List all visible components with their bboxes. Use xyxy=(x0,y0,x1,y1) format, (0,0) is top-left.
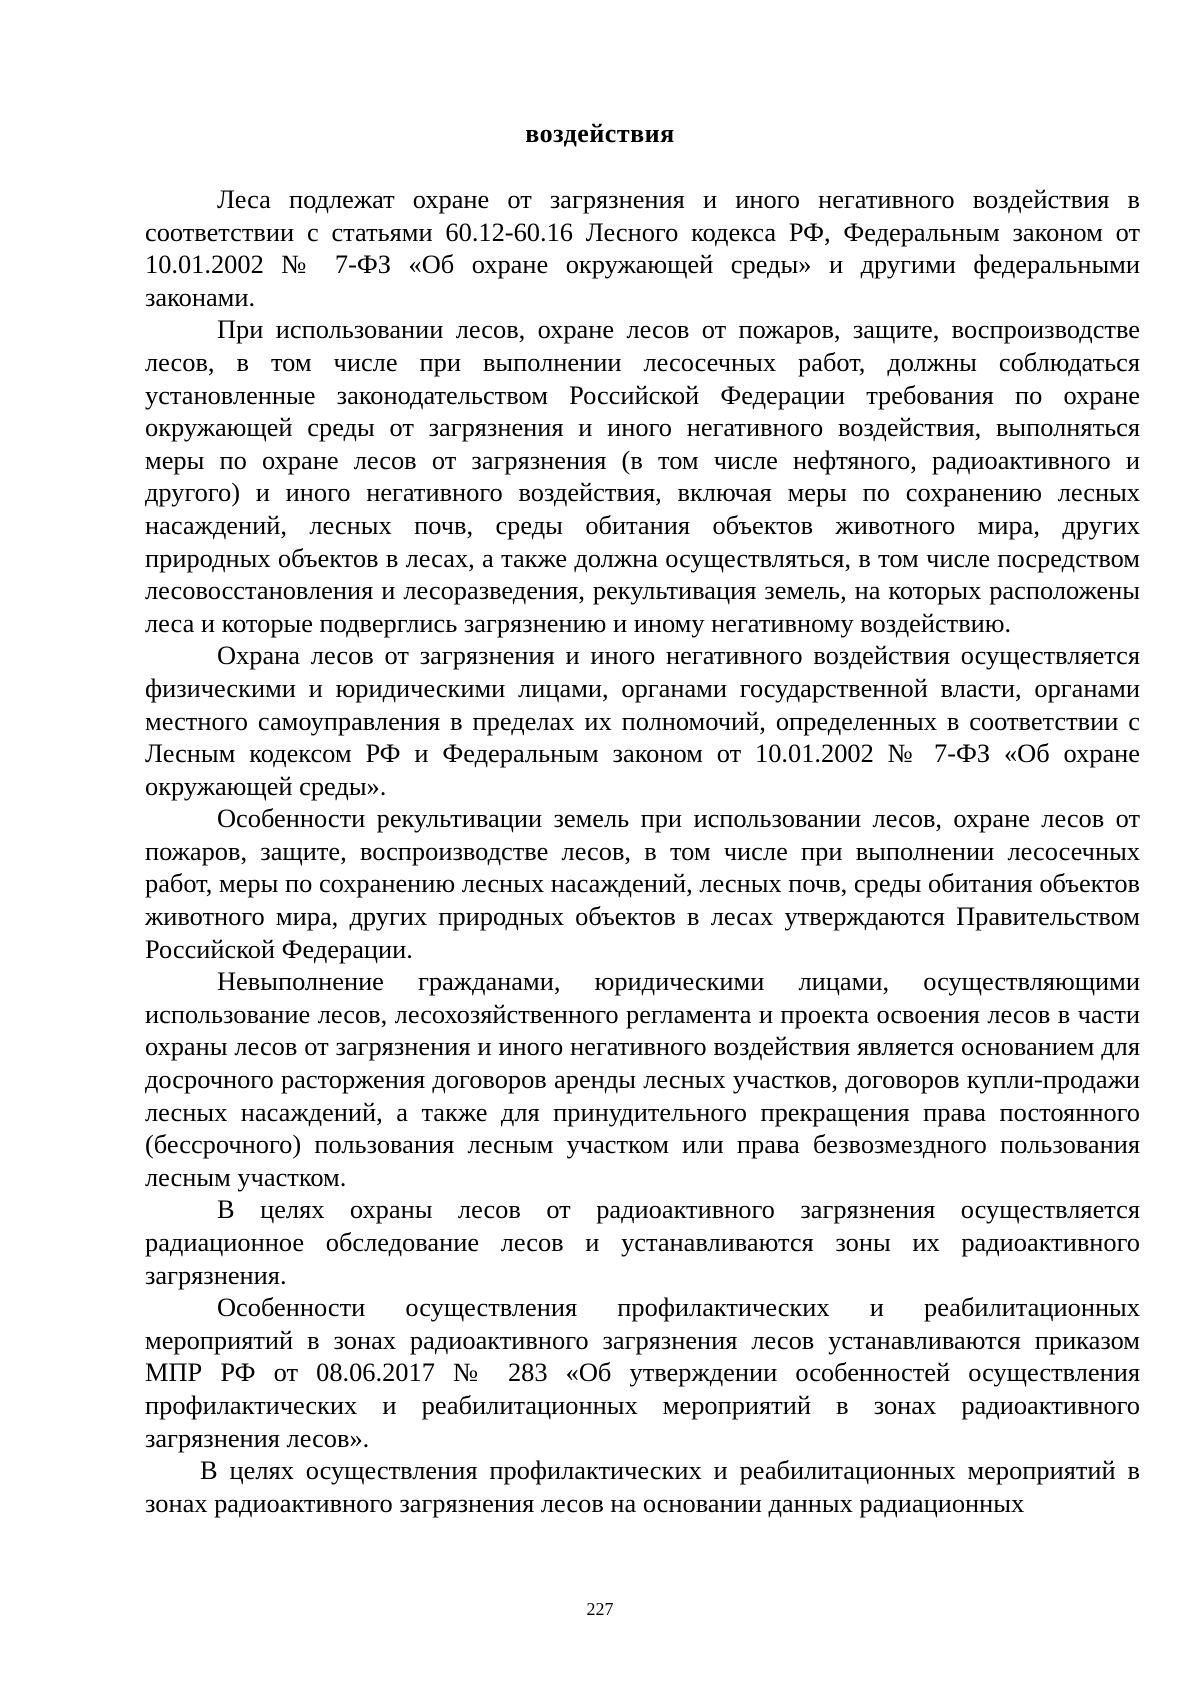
paragraph-2: При использовании лесов, охране лесов от пожаров, защите, воспроизводстве лесов, в том числе при выполнении лесосечных работ, должны соблюдаться установленные законодательством Российской Федерации требования по охране окружающей среды от загрязнения и иного негативного воздействия, выполняться меры по охране лесов от загрязнения (в том числе нефтяного, радиоактивного и другого) и иного негативного воздействия, включая меры по сохранению лесных насаждений, лесных почв, среды обитания объектов животного мира, других природных объектов в лесах, а также должна осуществляться, в том числе посредством лесовосстановления и лесоразведения, рекультивация земель, на которых расположены леса и которые подверглись загрязнению и иному негативному воздействию. xyxy=(145,314,1140,638)
page-number: 227 xyxy=(586,1599,614,1619)
paragraph-4: Особенности рекультивации земель при использовании лесов, охране лесов от пожаров, защите, воспроизводстве лесов, в том числе при выполнении лесосечных работ, меры по сохранению лесных насаждений, лесных почв, среды обитания объектов животного мира, других природных объектов в лесах утверждаются Правительством Российской Федерации. xyxy=(145,803,1140,964)
paragraph-7: Особенности осуществления профилактических и реабилитационных мероприятий в зонах радиоактивного загрязнения лесов устанавливаются приказом МПР РФ от 08.06.2017 № 283 «Об утверждении особенностей осуществления профилактических и реабилитационных мероприятий в зонах радиоактивного загрязнения лесов». xyxy=(145,1292,1140,1453)
paragraph-3: Охрана лесов от загрязнения и иного негативного воздействия осуществляется физическими и юридическими лицами, органами государственной власти, органами местного самоуправления в пределах их полномочий, определенных в соответствии с Лесным кодексом РФ и Федеральным законом от 10.01.2002 № 7-ФЗ «Об охране окружающей среды». xyxy=(145,640,1140,801)
paragraph-6: В целях охраны лесов от радиоактивного загрязнения осуществляется радиационное обследование лесов и устанавливаются зоны их радиоактивного загрязнения. xyxy=(145,1194,1140,1290)
section-heading: воздействия xyxy=(525,119,675,148)
paragraph-1: Леса подлежат охране от загрязнения и иного негативного воздействия в соответствии с статьями 60.12-60.16 Лесного кодекса РФ, Федеральным законом от 10.01.2002 № 7-ФЗ «Об охране окружающей среды» и другими федеральными законами. xyxy=(145,184,1140,312)
paragraph-8: В целях осуществления профилактических и реабилитационных мероприятий в зонах радиоактивного загрязнения лесов на основании данных радиационных xyxy=(145,1455,1140,1518)
body-text xyxy=(145,183,1140,1519)
paragraph-5: Невыполнение гражданами, юридическими лицами, осуществляющими использование лесов, лесохозяйственного регламента и проекта освоения лесов в части охраны лесов от загрязнения и иного негативного воздействия является основанием для досрочного расторжения договоров аренды лесных участков, договоров купли-продажи лесных насаждений, а также для принудительного прекращения права постоянного (бессрочного) пользования лесным участком или права безвозмездного пользования лесным участком. xyxy=(145,966,1140,1192)
